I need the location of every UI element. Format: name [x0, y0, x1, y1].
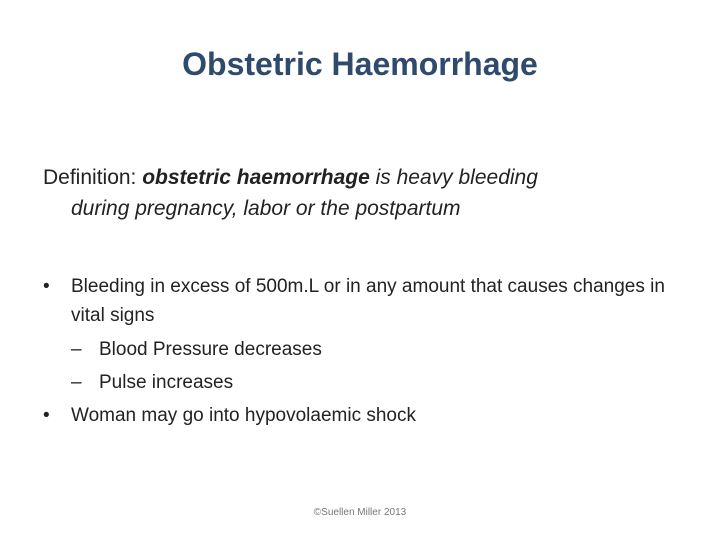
- copyright-footer: ©Suellen Miller 2013: [313, 507, 407, 518]
- sub-bullet-blood-pressure: [43, 335, 693, 364]
- bullet-marker: •: [43, 405, 50, 426]
- bullet-item-shock: [43, 401, 693, 430]
- sub-bullet-marker: –: [71, 339, 82, 360]
- definition-paragraph: [43, 162, 683, 224]
- definition-rest-line1: is heavy bleeding: [369, 166, 538, 189]
- sub-bullet-text: Blood Pressure decreases: [99, 339, 322, 360]
- definition-label: Definition:: [43, 166, 143, 189]
- bullet-marker: •: [43, 276, 50, 297]
- bullet-text: Woman may go into hypovolaemic shock: [71, 405, 416, 426]
- sub-bullet-text: Pulse increases: [99, 372, 234, 393]
- sub-bullet-marker: –: [71, 372, 82, 393]
- bullet-text: Bleeding in excess of 500m.L or in any amount that causes changes in vital signs: [71, 276, 665, 326]
- slide-title: Obstetric Haemorrhage: [182, 46, 538, 82]
- definition-line2: during pregnancy, labor or the postpartum: [71, 197, 461, 220]
- bullet-item-bleeding: [43, 272, 693, 330]
- sub-bullet-pulse: [43, 368, 693, 397]
- bullet-list: [43, 272, 693, 430]
- definition-term: obstetric haemorrhage: [142, 166, 370, 189]
